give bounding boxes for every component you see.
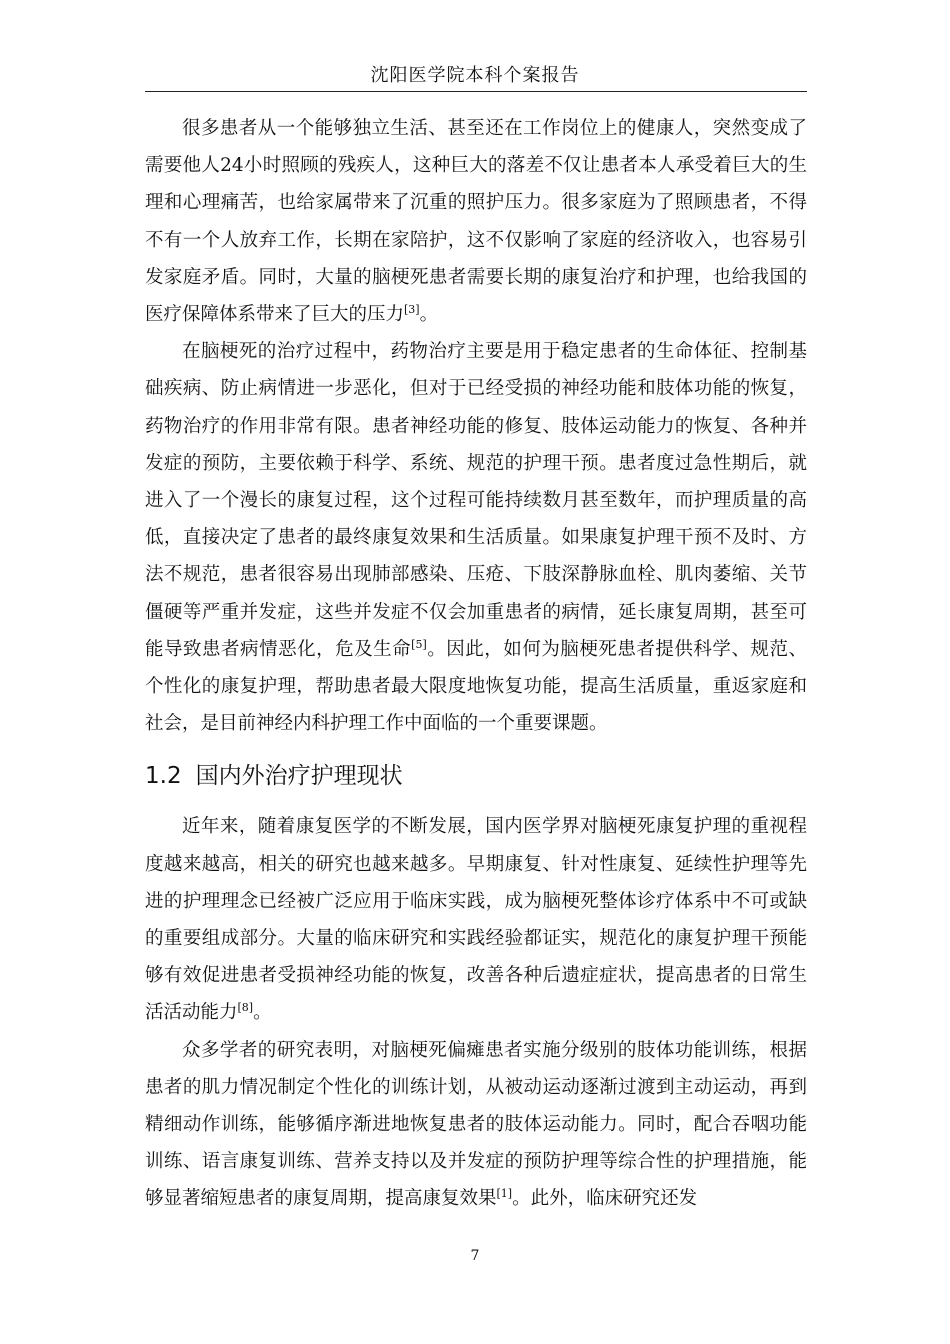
section-heading [145,750,807,802]
running-header: 沈阳医学院本科个案报告 [370,65,580,86]
section-number: 1.2 [145,763,182,790]
header-rule [145,91,807,92]
paragraph: 在脑梗死的治疗过程中，药物治疗主要是用于稳定患者的生命体征、控制基础疾病、防止病情进一步恶化，但对于已经受损的神经功能和肢体功能的恢复，药物治疗的作用非常有限。患者神经功能的修复、肢体运动能力的恢复、各种并发症的预防，主要依赖于科学、系统、规范的护理干预。患者度过急性期后，就进入了一个漫长的康复过程，这个过程可能持续数月甚至数年，而护理质量的高低，直接决定了患者的最终康复效果和生活质量。如果康复护理干预不及时、方法不规范，患者很容易出现肺部感染、压疮、下肢深静脉血栓、肌肉萎缩、关节僵硬等严重并发症，这些并发症不仅会加重患者的病情，延长康复周期，甚至可能导致患者病情恶化，危及生命[5]。因此，如何为脑梗死患者提供科学、规范、个性化的康复护理，帮助患者最大限度地恢复功能，提高生活质量，重返家庭和社会，是目前神经内科护理工作中面临的一个重要课题。 [145,341,807,735]
citation: [5] [411,637,427,651]
body-text [145,110,807,1218]
page-number: 7 [470,1248,480,1264]
paragraph: 众多学者的研究表明，对脑梗死偏瘫患者实施分级别的肢体功能训练，根据患者的肌力情况制定个性化的训练计划，从被动运动逐渐过渡到主动运动，再到精细动作训练，能够循序渐进地恢复患者的肢体运动能力。同时，配合吞咽功能训练、语言康复训练、营养支持以及并发症的预防护理等综合性的护理措施，能够显著缩短患者的康复周期，提高康复效果[1]。此外，临床研究还发 [145,1039,807,1210]
section-title: 国内外治疗护理现状 [195,763,403,790]
citation: [3] [404,302,420,316]
paragraph: 很多患者从一个能够独立生活、甚至还在工作岗位上的健康人，突然变成了需要他人24小时照顾的残疾人，这种巨大的落差不仅让患者本人承受着巨大的生理和心理痛苦，也给家属带来了沉重的照护压力。很多家庭为了照顾患者，不得不有一个人放弃工作，长期在家陪护，这不仅影响了家庭的经济收入，也容易引发家庭矛盾。同时，大量的脑梗死患者需要长期的康复治疗和护理，也给我国的医疗保障体系带来了巨大的压力[3]。 [145,118,807,326]
citation: [8] [237,1001,254,1015]
paragraph: 近年来，随着康复医学的不断发展，国内医学界对脑梗死康复护理的重视程度越来越高，相关的研究也越来越多。早期康复、针对性康复、延续性护理等先进的护理理念已经被广泛应用于临床实践，成为脑梗死整体诊疗体系中不可或缺的重要组成部分。大量的临床研究和实践经验都证实，规范化的康复护理干预能够有效促进患者受损神经功能的恢复，改善各种后遗症症状，提高患者的日常生活活动能力[8]。 [145,816,807,1024]
citation: [1] [496,1187,513,1201]
